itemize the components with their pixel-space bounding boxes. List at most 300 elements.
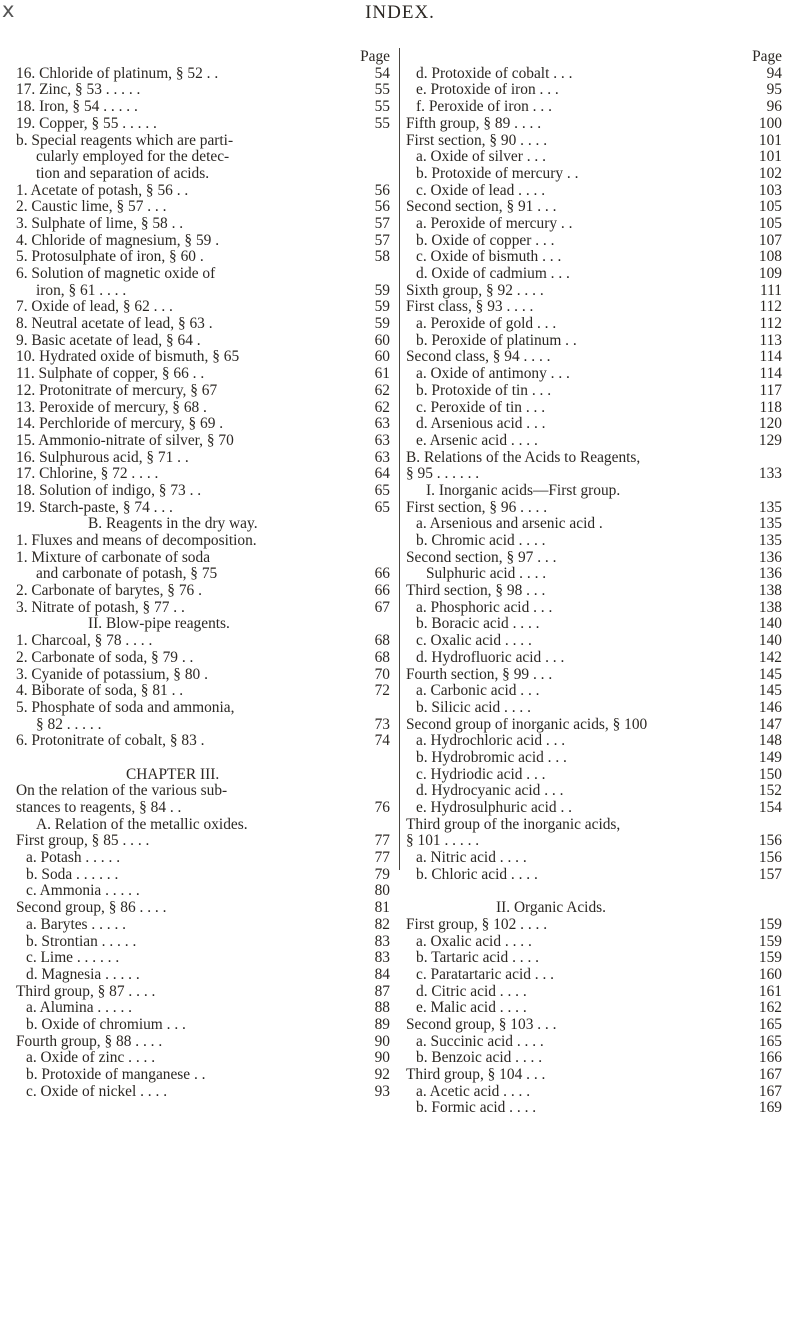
index-entry bbox=[16, 950, 390, 967]
entry-text: a. Oxalic acid . . . . bbox=[416, 932, 532, 950]
index-entry bbox=[16, 116, 390, 133]
index-entry bbox=[406, 967, 782, 984]
entry-text: 19. Starch-paste, § 74 . . . bbox=[16, 498, 173, 516]
entry-page-number: 68 bbox=[374, 632, 390, 650]
entry-text: 6. Solution of magnetic oxide of bbox=[16, 265, 216, 283]
index-entry bbox=[406, 700, 782, 717]
entry-page-number: 58 bbox=[374, 248, 390, 266]
entry-page-number: 149 bbox=[758, 748, 782, 766]
entry-text: 3. Cyanide of potassium, § 80 . bbox=[16, 665, 208, 683]
index-entry bbox=[406, 316, 782, 333]
entry-page-number: 156 bbox=[758, 832, 782, 850]
entry-text: a. Hydrochloric acid . . . bbox=[416, 732, 566, 750]
entry-page-number: 138 bbox=[758, 598, 782, 616]
index-entry bbox=[16, 400, 390, 417]
entry-text: Second group, § 86 . . . . bbox=[16, 899, 167, 917]
entry-text: II. Organic Acids. bbox=[496, 899, 606, 917]
entry-page-number: 105 bbox=[758, 214, 782, 232]
entry-text: c. Hydriodic acid . . . bbox=[416, 765, 546, 783]
entry-page-number: 55 bbox=[374, 114, 390, 132]
index-entry bbox=[16, 1000, 390, 1017]
index-entry bbox=[406, 667, 782, 684]
entry-text: Sulphuric acid . . . . bbox=[426, 565, 547, 583]
index-entry bbox=[16, 216, 390, 233]
index-entry bbox=[406, 450, 782, 467]
left-page-label: Page bbox=[360, 48, 390, 65]
index-entry bbox=[406, 199, 782, 216]
index-entry bbox=[406, 1000, 782, 1017]
entry-page-number: 56 bbox=[374, 198, 390, 216]
entry-page-number: 66 bbox=[374, 565, 390, 583]
entry-page-number: 103 bbox=[758, 181, 782, 199]
index-entry bbox=[406, 850, 782, 867]
entry-page-number: 62 bbox=[374, 381, 390, 399]
entry-text: c. Paratartaric acid . . . bbox=[416, 965, 555, 983]
index-entry bbox=[406, 416, 782, 433]
entry-text: First section, § 90 . . . . bbox=[406, 131, 548, 149]
index-entry bbox=[16, 1017, 390, 1034]
corner-mark: x bbox=[2, 0, 15, 22]
entry-page-number: 87 bbox=[374, 982, 390, 1000]
entry-text: Second section, § 91 . . . bbox=[406, 198, 557, 216]
index-entry bbox=[406, 1017, 782, 1034]
index-entry bbox=[406, 867, 782, 884]
entry-text: b. Boracic acid . . . . bbox=[416, 615, 540, 633]
entry-text: § 101 . . . . . bbox=[406, 832, 480, 850]
entry-page-number: 145 bbox=[758, 665, 782, 683]
entry-page-number: 162 bbox=[758, 999, 782, 1017]
index-entry bbox=[406, 299, 782, 316]
index-entry bbox=[16, 199, 390, 216]
entry-page-number: 152 bbox=[758, 782, 782, 800]
index-entry bbox=[16, 800, 390, 817]
entry-page-number: 109 bbox=[758, 265, 782, 283]
entry-text: a. Oxide of zinc . . . . bbox=[26, 1049, 156, 1067]
entry-page-number: 61 bbox=[374, 365, 390, 383]
entry-page-number: 169 bbox=[758, 1099, 782, 1117]
entry-page-number: 167 bbox=[758, 1066, 782, 1084]
entry-page-number: 92 bbox=[374, 1066, 390, 1084]
entry-page-number: 136 bbox=[758, 548, 782, 566]
entry-page-number: 59 bbox=[374, 298, 390, 316]
index-entry bbox=[16, 466, 390, 483]
index-entry bbox=[406, 516, 782, 533]
entry-text: Second group, § 103 . . . bbox=[406, 1015, 557, 1033]
entry-text: I. Inorganic acids—First group. bbox=[426, 481, 621, 499]
entry-page-number: 118 bbox=[759, 398, 782, 416]
index-entry bbox=[406, 116, 782, 133]
index-entry bbox=[406, 583, 782, 600]
entry-text: b. Oxide of copper . . . bbox=[416, 231, 555, 249]
entry-page-number: 113 bbox=[759, 331, 782, 349]
index-entry bbox=[16, 1034, 390, 1051]
entry-text: § 95 . . . . . . bbox=[406, 465, 480, 483]
index-entry bbox=[406, 82, 782, 99]
entry-page-number: 147 bbox=[758, 715, 782, 733]
entry-page-number: 94 bbox=[766, 64, 782, 82]
entry-page-number: 76 bbox=[374, 799, 390, 817]
index-entry bbox=[406, 99, 782, 116]
entry-page-number: 63 bbox=[374, 415, 390, 433]
index-entry bbox=[16, 416, 390, 433]
index-entry bbox=[406, 767, 782, 784]
index-entry bbox=[406, 733, 782, 750]
index-entry bbox=[16, 850, 390, 867]
index-entry bbox=[16, 500, 390, 517]
index-entry bbox=[16, 683, 390, 700]
entry-page-number: 59 bbox=[374, 315, 390, 333]
entry-page-number: 63 bbox=[374, 431, 390, 449]
entry-page-number: 135 bbox=[758, 515, 782, 533]
entry-page-number: 129 bbox=[758, 431, 782, 449]
index-entry bbox=[16, 450, 390, 467]
entry-text: b. Hydrobromic acid . . . bbox=[416, 748, 567, 766]
index-entry bbox=[16, 700, 390, 717]
entry-page-number: 73 bbox=[374, 715, 390, 733]
index-entry bbox=[16, 833, 390, 850]
entry-page-number: 101 bbox=[758, 131, 782, 149]
entry-page-number: 136 bbox=[758, 565, 782, 583]
index-entry bbox=[16, 616, 390, 633]
entry-page-number: 77 bbox=[374, 832, 390, 850]
index-entry bbox=[16, 533, 390, 550]
entry-page-number: 161 bbox=[758, 982, 782, 1000]
entry-text: d. Hydrocyanic acid . . . bbox=[416, 782, 564, 800]
entry-text: b. Formic acid . . . . bbox=[416, 1099, 537, 1117]
index-entry bbox=[406, 1084, 782, 1101]
index-entry bbox=[16, 266, 390, 283]
entry-text: cularly employed for the detec- bbox=[36, 148, 230, 166]
index-entry bbox=[406, 533, 782, 550]
entry-page-number: 66 bbox=[374, 582, 390, 600]
entry-text: First section, § 96 . . . . bbox=[406, 498, 548, 516]
entry-page-number: 157 bbox=[758, 865, 782, 883]
entry-text: b. Chloric acid . . . . bbox=[416, 865, 538, 883]
entry-text: Fourth section, § 99 . . . bbox=[406, 665, 553, 683]
entry-text: a. Barytes . . . . . bbox=[26, 915, 127, 933]
entry-page-number: 62 bbox=[374, 398, 390, 416]
entry-text: Fourth group, § 88 . . . . bbox=[16, 1032, 163, 1050]
entry-page-number: 89 bbox=[374, 1015, 390, 1033]
index-entry bbox=[406, 717, 782, 734]
entry-text: d. Magnesia . . . . . bbox=[26, 965, 140, 983]
entry-page-number: 60 bbox=[374, 331, 390, 349]
index-entry bbox=[16, 82, 390, 99]
entry-text: 3. Nitrate of potash, § 77 . . bbox=[16, 598, 185, 616]
index-entry bbox=[406, 750, 782, 767]
entry-page-number: 100 bbox=[758, 114, 782, 132]
entry-page-number: 57 bbox=[374, 214, 390, 232]
index-entry bbox=[16, 650, 390, 667]
index-entry bbox=[406, 950, 782, 967]
entry-page-number: 57 bbox=[374, 231, 390, 249]
index-entry bbox=[406, 633, 782, 650]
entry-text: A. Relation of the metallic oxides. bbox=[36, 815, 248, 833]
entry-text: Third group, § 87 . . . . bbox=[16, 982, 156, 1000]
entry-text: 11. Sulphate of copper, § 66 . . bbox=[16, 365, 205, 383]
entry-text: 13. Peroxide of mercury, § 68 . bbox=[16, 398, 207, 416]
index-entry bbox=[406, 566, 782, 583]
entry-text: II. Blow-pipe reagents. bbox=[88, 615, 230, 633]
entry-text: b. Protoxide of manganese . . bbox=[26, 1066, 206, 1084]
entry-page-number: 70 bbox=[374, 665, 390, 683]
entry-text: 5. Protosulphate of iron, § 60 . bbox=[16, 248, 204, 266]
index-entry bbox=[406, 349, 782, 366]
entry-page-number: 138 bbox=[758, 582, 782, 600]
entry-text: Third group of the inorganic acids, bbox=[406, 815, 621, 833]
entry-page-number: 120 bbox=[758, 415, 782, 433]
entry-text: 4. Chloride of magnesium, § 59 . bbox=[16, 231, 220, 249]
entry-page-number: 82 bbox=[374, 915, 390, 933]
index-entry bbox=[16, 149, 390, 166]
index-entry bbox=[406, 833, 782, 850]
right-column bbox=[406, 48, 782, 1117]
index-entry bbox=[16, 1067, 390, 1084]
index-entry bbox=[406, 249, 782, 266]
index-entry bbox=[16, 867, 390, 884]
index-entry bbox=[16, 349, 390, 366]
index-entry bbox=[16, 283, 390, 300]
index-entry bbox=[406, 550, 782, 567]
index-entry bbox=[16, 333, 390, 350]
entry-text: First group, § 85 . . . . bbox=[16, 832, 150, 850]
entry-page-number: 55 bbox=[374, 81, 390, 99]
entry-page-number: 156 bbox=[758, 849, 782, 867]
index-entry bbox=[406, 166, 782, 183]
entry-page-number: 64 bbox=[374, 465, 390, 483]
index-entry bbox=[406, 800, 782, 817]
entry-text: B. Relations of the Acids to Reagents, bbox=[406, 448, 641, 466]
index-entry bbox=[406, 934, 782, 951]
index-entry bbox=[16, 550, 390, 567]
entry-text: a. Oxide of silver . . . bbox=[416, 148, 546, 166]
entry-text: 9. Basic acetate of lead, § 64 . bbox=[16, 331, 201, 349]
right-page-label: Page bbox=[752, 48, 782, 65]
entry-text: d. Arsenious acid . . . bbox=[416, 415, 546, 433]
entry-text: 16. Sulphurous acid, § 71 . . bbox=[16, 448, 189, 466]
entry-text: Third group, § 104 . . . bbox=[406, 1066, 546, 1084]
entry-text: 15. Ammonio-nitrate of silver, § 70 bbox=[16, 431, 234, 449]
index-entry bbox=[406, 400, 782, 417]
entry-page-number: 90 bbox=[374, 1049, 390, 1067]
entry-page-number: 112 bbox=[759, 315, 782, 333]
entry-text: 17. Zinc, § 53 . . . . . bbox=[16, 81, 141, 99]
entry-text: 5. Phosphate of soda and ammonia, bbox=[16, 698, 235, 716]
entry-text: 18. Iron, § 54 . . . . . bbox=[16, 98, 138, 116]
entry-text: c. Oxalic acid . . . . bbox=[416, 632, 532, 650]
entry-text: Sixth group, § 92 . . . . bbox=[406, 281, 544, 299]
entry-text: a. Nitric acid . . . . bbox=[416, 849, 527, 867]
index-entry bbox=[406, 500, 782, 517]
index-entry bbox=[406, 1100, 782, 1117]
entry-text: 16. Chloride of platinum, § 52 . . bbox=[16, 64, 219, 82]
entry-page-number: 67 bbox=[374, 598, 390, 616]
entry-page-number: 165 bbox=[758, 1015, 782, 1033]
entry-page-number: 88 bbox=[374, 999, 390, 1017]
entry-text: 12. Protonitrate of mercury, § 67 bbox=[16, 381, 218, 399]
entry-page-number: 159 bbox=[758, 949, 782, 967]
entry-page-number: 83 bbox=[374, 932, 390, 950]
entry-page-number: 146 bbox=[758, 698, 782, 716]
entry-page-number: 145 bbox=[758, 682, 782, 700]
entry-text: and carbonate of potash, § 75 bbox=[36, 565, 218, 583]
index-entry bbox=[406, 133, 782, 150]
entry-text: e. Hydrosulphuric acid . . bbox=[416, 799, 573, 817]
index-entry bbox=[16, 967, 390, 984]
entry-page-number: 166 bbox=[758, 1049, 782, 1067]
index-entry bbox=[406, 433, 782, 450]
entry-page-number: 59 bbox=[374, 281, 390, 299]
entry-text: 8. Neutral acetate of lead, § 63 . bbox=[16, 315, 213, 333]
index-entry bbox=[406, 233, 782, 250]
index-entry bbox=[406, 1067, 782, 1084]
entry-text: § 82 . . . . . bbox=[36, 715, 102, 733]
entry-text: 2. Carbonate of soda, § 79 . . bbox=[16, 648, 194, 666]
entry-text: a. Alumina . . . . . bbox=[26, 999, 133, 1017]
entry-text: c. Ammonia . . . . . bbox=[26, 882, 140, 900]
index-entry bbox=[16, 166, 390, 183]
entry-page-number: 140 bbox=[758, 632, 782, 650]
entry-text: tion and separation of acids. bbox=[36, 164, 210, 182]
index-entry bbox=[406, 917, 782, 934]
entry-page-number: 93 bbox=[374, 1082, 390, 1100]
index-entry bbox=[16, 566, 390, 583]
entry-page-number: 90 bbox=[374, 1032, 390, 1050]
entry-text: 10. Hydrated oxide of bismuth, § 65 bbox=[16, 348, 240, 366]
entry-text: 1. Acetate of potash, § 56 . . bbox=[16, 181, 189, 199]
entry-text: a. Arsenious and arsenic acid . bbox=[416, 515, 603, 533]
entry-text: First group, § 102 . . . . bbox=[406, 915, 548, 933]
index-entry bbox=[16, 99, 390, 116]
index-entry bbox=[16, 817, 390, 834]
entry-text: 14. Perchloride of mercury, § 69 . bbox=[16, 415, 224, 433]
entry-page-number: 65 bbox=[374, 498, 390, 516]
index-entry bbox=[16, 1084, 390, 1101]
entry-page-number: 159 bbox=[758, 915, 782, 933]
page-header: INDEX. bbox=[365, 2, 435, 23]
entry-text: d. Citric acid . . . . bbox=[416, 982, 527, 1000]
index-entry bbox=[16, 917, 390, 934]
entry-page-number: 96 bbox=[766, 98, 782, 116]
entry-page-number: 108 bbox=[758, 248, 782, 266]
entry-text: 4. Biborate of soda, § 81 . . bbox=[16, 682, 184, 700]
entry-page-number: 150 bbox=[758, 765, 782, 783]
index-entry bbox=[16, 750, 390, 767]
entry-text: d. Hydrofluoric acid . . . bbox=[416, 648, 565, 666]
entry-page-number: 60 bbox=[374, 348, 390, 366]
entry-text: a. Carbonic acid . . . bbox=[416, 682, 540, 700]
entry-page-number: 140 bbox=[758, 615, 782, 633]
entry-text: 7. Oxide of lead, § 62 . . . bbox=[16, 298, 173, 316]
entry-page-number: 148 bbox=[758, 732, 782, 750]
entry-page-number: 79 bbox=[374, 865, 390, 883]
index-entry bbox=[16, 316, 390, 333]
index-entry bbox=[406, 1034, 782, 1051]
entry-page-number: 117 bbox=[759, 381, 782, 399]
entry-page-number: 55 bbox=[374, 98, 390, 116]
index-entry bbox=[406, 483, 782, 500]
entry-text: iron, § 61 . . . . bbox=[36, 281, 127, 299]
index-entry bbox=[16, 733, 390, 750]
entry-text: c. Oxide of lead . . . . bbox=[416, 181, 546, 199]
entry-page-number: 114 bbox=[759, 365, 782, 383]
index-entry bbox=[16, 583, 390, 600]
index-entry bbox=[16, 1050, 390, 1067]
left-column bbox=[16, 48, 390, 1100]
entry-page-number: 56 bbox=[374, 181, 390, 199]
index-entry bbox=[406, 183, 782, 200]
entry-text: b. Benzoic acid . . . . bbox=[416, 1049, 543, 1067]
entry-page-number: 95 bbox=[766, 81, 782, 99]
index-entry bbox=[406, 1050, 782, 1067]
entry-text: Third section, § 98 . . . bbox=[406, 582, 546, 600]
entry-text: 2. Carbonate of barytes, § 76 . bbox=[16, 582, 202, 600]
entry-text: CHAPTER III. bbox=[126, 765, 220, 783]
index-entry bbox=[406, 683, 782, 700]
entry-page-number: 101 bbox=[758, 148, 782, 166]
index-entry bbox=[16, 883, 390, 900]
entry-page-number: 135 bbox=[758, 498, 782, 516]
entry-page-number: 83 bbox=[374, 949, 390, 967]
entry-text: b. Soda . . . . . . bbox=[26, 865, 119, 883]
entry-text: d. Protoxide of cobalt . . . bbox=[416, 64, 573, 82]
entry-page-number: 107 bbox=[758, 231, 782, 249]
entry-page-number: 65 bbox=[374, 481, 390, 499]
index-entry bbox=[16, 934, 390, 951]
entry-text: Second group of inorganic acids, § 100 bbox=[406, 715, 648, 733]
entry-text: 3. Sulphate of lime, § 58 . . bbox=[16, 214, 184, 232]
entry-text: b. Strontian . . . . . bbox=[26, 932, 137, 950]
index-entry bbox=[16, 366, 390, 383]
entry-page-number: 54 bbox=[374, 64, 390, 82]
entry-text: b. Tartaric acid . . . . bbox=[416, 949, 539, 967]
index-entry bbox=[16, 633, 390, 650]
index-entry bbox=[406, 333, 782, 350]
entry-page-number: 84 bbox=[374, 965, 390, 983]
entry-text: 1. Fluxes and means of decomposition. bbox=[16, 532, 257, 550]
index-entry bbox=[406, 266, 782, 283]
index-entry bbox=[406, 283, 782, 300]
index-entry bbox=[16, 767, 390, 784]
index-entry bbox=[406, 366, 782, 383]
entry-text: 18. Solution of indigo, § 73 . . bbox=[16, 481, 202, 499]
index-entry bbox=[406, 883, 782, 900]
entry-text: Second section, § 97 . . . bbox=[406, 548, 557, 566]
entry-text: 1. Charcoal, § 78 . . . . bbox=[16, 632, 153, 650]
entry-text: d. Oxide of cadmium . . . bbox=[416, 265, 570, 283]
entry-text: Second class, § 94 . . . . bbox=[406, 348, 551, 366]
entry-text: 1. Mixture of carbonate of soda bbox=[16, 548, 211, 566]
entry-text: b. Protoxide of mercury . . bbox=[416, 164, 579, 182]
entry-page-number: 159 bbox=[758, 932, 782, 950]
index-entry bbox=[16, 249, 390, 266]
entry-text: a. Acetic acid . . . . bbox=[416, 1082, 531, 1100]
index-entry bbox=[16, 233, 390, 250]
entry-text: Fifth group, § 89 . . . . bbox=[406, 114, 542, 132]
index-entry bbox=[16, 383, 390, 400]
entry-page-number: 80 bbox=[374, 882, 390, 900]
entry-page-number: 160 bbox=[758, 965, 782, 983]
entry-text: On the relation of the various sub- bbox=[16, 782, 228, 800]
index-entry bbox=[16, 433, 390, 450]
entry-text: stances to reagents, § 84 . . bbox=[16, 799, 182, 817]
entry-page-number: 112 bbox=[759, 298, 782, 316]
entry-page-number: 167 bbox=[758, 1082, 782, 1100]
entry-page-number: 105 bbox=[758, 198, 782, 216]
index-entry bbox=[406, 616, 782, 633]
entry-text: a. Peroxide of mercury . . bbox=[416, 214, 573, 232]
entry-text: e. Arsenic acid . . . . bbox=[416, 431, 538, 449]
